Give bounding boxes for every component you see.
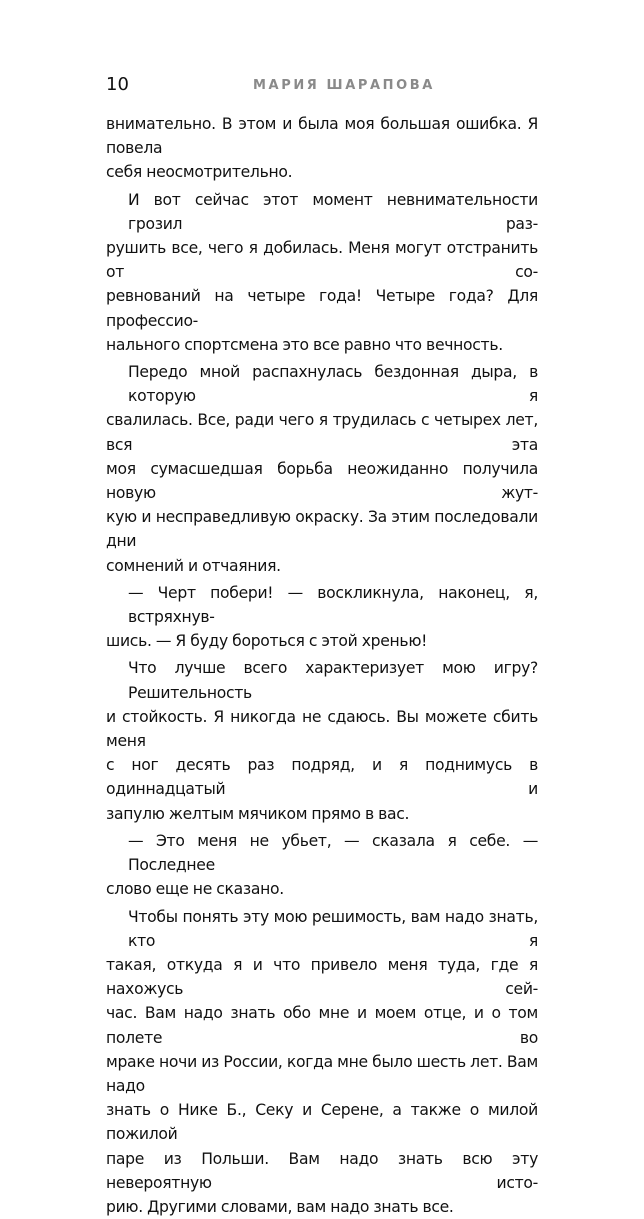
text-line: шись. — Я буду бороться с этой хренью! — [106, 629, 538, 653]
text-line: рию. Другими словами, вам надо знать все. — [106, 1195, 538, 1219]
text-line: знать о Нике Б., Секу и Серене, а также о милой пожилой — [106, 1098, 538, 1146]
text-line: свалилась. Все, ради чего я трудилась с четырех лет, вся эта — [106, 408, 538, 456]
text-line: Что лучше всего характеризует мою игру? Решительность — [106, 656, 538, 704]
text-line: час. Вам надо знать обо мне и моем отце, и о том полете во — [106, 1001, 538, 1049]
page-number: 10 — [106, 74, 129, 95]
text-line: — Это меня не убьет, — сказала я себе. — Последнее — [106, 829, 538, 877]
paragraph — [106, 112, 538, 185]
text-line: нального спортсмена это все равно что вечность. — [106, 333, 538, 357]
text-line: внимательно. В этом и была моя большая ошибка. Я повела — [106, 112, 538, 160]
text-line: и стойкость. Я никогда не сдаюсь. Вы можете сбить меня — [106, 705, 538, 753]
body-text — [106, 112, 538, 1219]
paragraph — [106, 188, 538, 357]
text-line: ревнований на четыре года! Четыре года? Для профессио- — [106, 284, 538, 332]
paragraph — [106, 829, 538, 902]
text-line: себя неосмотрительно. — [106, 160, 538, 184]
text-line: И вот сейчас этот момент невнимательности грозил раз- — [106, 188, 538, 236]
paragraph — [106, 360, 538, 578]
running-header — [106, 74, 538, 100]
text-line: кую и несправедливую окраску. За этим последовали дни — [106, 505, 538, 553]
paragraph — [106, 581, 538, 654]
text-line: моя сумасшедшая борьба неожиданно получила новую жут- — [106, 457, 538, 505]
text-line: рушить все, чего я добилась. Меня могут отстранить от со- — [106, 236, 538, 284]
text-line: сомнений и отчаяния. — [106, 554, 538, 578]
text-line: Передо мной распахнулась бездонная дыра, в которую я — [106, 360, 538, 408]
text-line: запулю желтым мячиком прямо в вас. — [106, 802, 538, 826]
text-line: — Черт побери! — воскликнула, наконец, я, встряхнув- — [106, 581, 538, 629]
text-line: мраке ночи из России, когда мне было шесть лет. Вам надо — [106, 1050, 538, 1098]
text-line: такая, откуда я и что привело меня туда, где я нахожусь сей- — [106, 953, 538, 1001]
text-line: Чтобы понять эту мою решимость, вам надо знать, кто я — [106, 905, 538, 953]
text-line: паре из Польши. Вам надо знать всю эту невероятную исто- — [106, 1147, 538, 1195]
paragraph — [106, 905, 538, 1219]
paragraph — [106, 656, 538, 825]
running-title: МАРИЯ ШАРАПОВА — [253, 78, 435, 93]
text-line: слово еще не сказано. — [106, 877, 538, 901]
text-line: с ног десять раз подряд, и я поднимусь в одиннадцатый и — [106, 753, 538, 801]
